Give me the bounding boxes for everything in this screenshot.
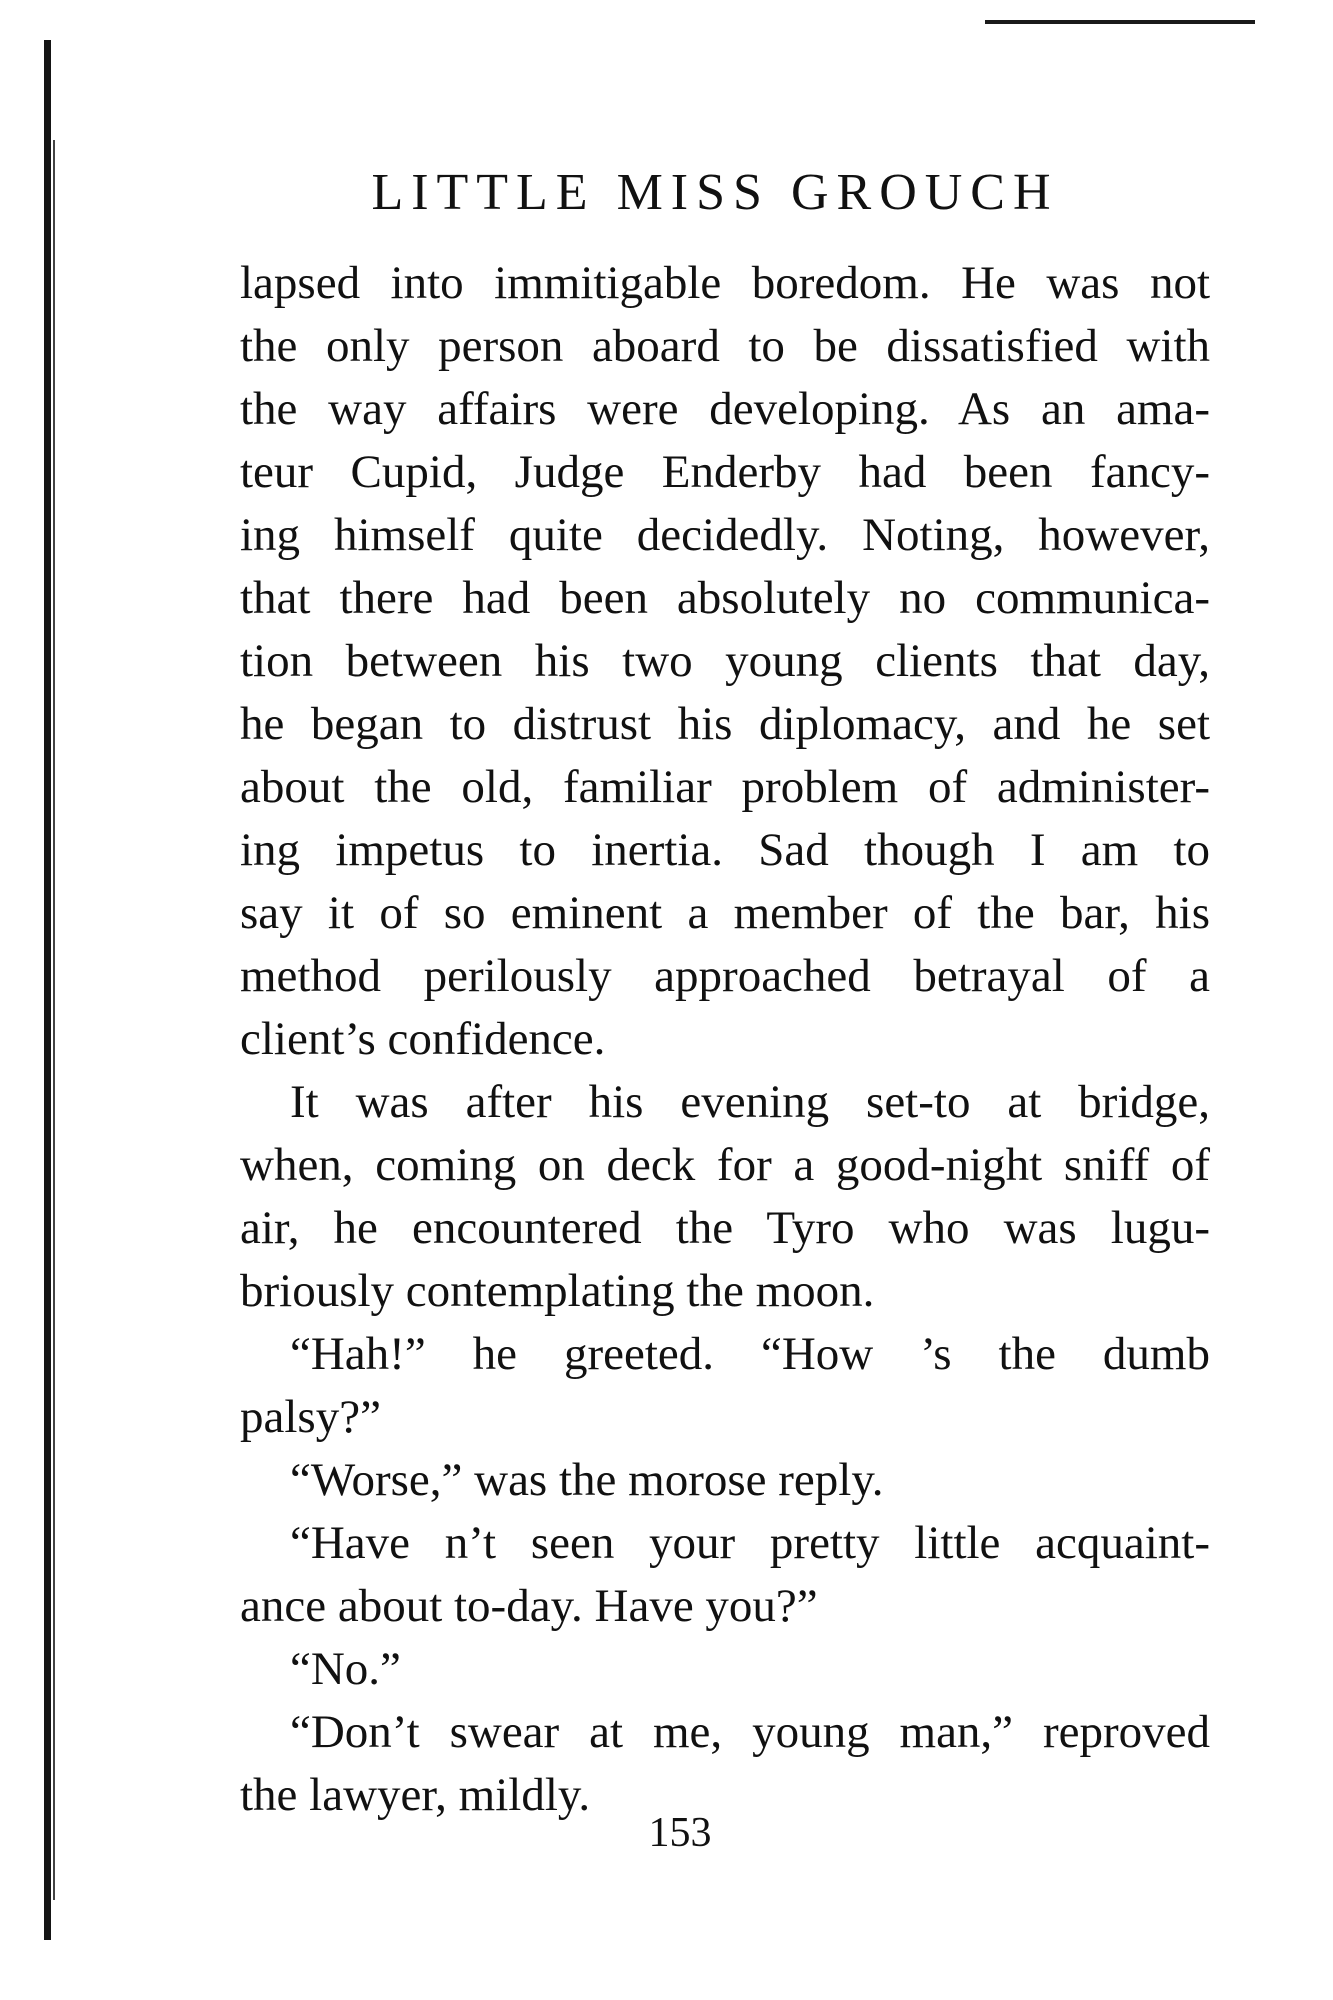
text-line: lapsed into immitigable boredom. He was not: [240, 257, 1210, 309]
text-line: tion between his two young clients that day,: [240, 635, 1210, 687]
text-line: the lawyer, mildly.: [240, 1769, 591, 1821]
running-head: LITTLE MISS GROUCH: [371, 164, 1059, 221]
text-line: ance about to-day. Have you?”: [240, 1580, 818, 1632]
binding-edge: [44, 40, 51, 1940]
text-line: he began to distrust his diplomacy, and he set: [240, 698, 1210, 750]
page-number: 153: [648, 1810, 712, 1856]
text-line: when, coming on deck for a good-night sniff of: [240, 1139, 1210, 1191]
body-text: [240, 252, 1210, 1827]
text-line: “Don’t swear at me, young man,” reproved: [290, 1706, 1210, 1758]
text-line: “No.”: [290, 1643, 401, 1695]
text-line: briously contemplating the moon.: [240, 1265, 875, 1317]
text-line: method perilously approached betrayal of a: [240, 950, 1210, 1002]
binding-edge-shadow: [53, 140, 55, 1900]
text-line: about the old, familiar problem of administer-: [240, 761, 1210, 813]
text-line: ing himself quite decidedly. Noting, however,: [240, 509, 1210, 561]
text-line: teur Cupid, Judge Enderby had been fancy-: [240, 446, 1210, 498]
text-line: that there had been absolutely no communica-: [240, 572, 1210, 624]
text-line: say it of so eminent a member of the bar, his: [240, 887, 1210, 939]
text-line: the way affairs were developing. As an ama-: [240, 383, 1210, 435]
text-line: air, he encountered the Tyro who was lugu-: [240, 1202, 1210, 1254]
top-rule: [985, 20, 1255, 24]
text-line: the only person aboard to be dissatisfied with: [240, 320, 1210, 372]
text-line: “Have n’t seen your pretty little acquaint-: [290, 1517, 1210, 1569]
text-line: ing impetus to inertia. Sad though I am to: [240, 824, 1210, 876]
text-line: client’s confidence.: [240, 1013, 606, 1065]
text-line: “Worse,” was the morose reply.: [290, 1454, 884, 1506]
text-line: “Hah!” he greeted. “How ’s the dumb: [290, 1328, 1210, 1380]
text-line: It was after his evening set-to at bridge,: [290, 1076, 1210, 1128]
text-line: palsy?”: [240, 1391, 381, 1443]
